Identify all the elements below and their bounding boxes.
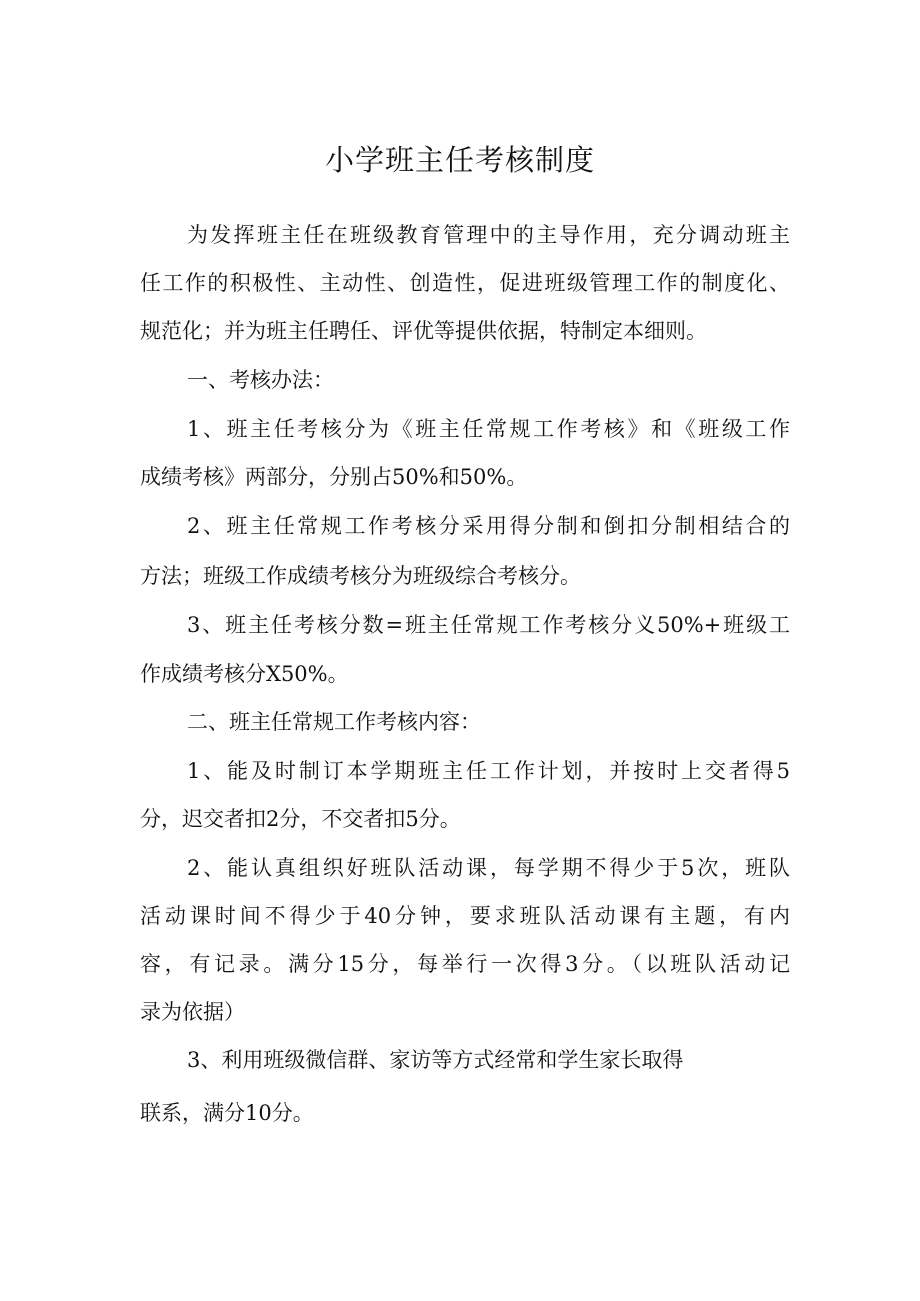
paragraph-line: 作成绩考核分X50%。 bbox=[140, 662, 349, 686]
paragraph-line: 2、能认真组织好班队活动课，每学期不得少于5次，班队 bbox=[187, 856, 790, 880]
paragraph-line: 1、班主任考核分为《班主任常规工作考核》和《班级工作 bbox=[187, 417, 790, 441]
paragraph-line: 成绩考核》两部分，分别占50%和50%。 bbox=[140, 465, 528, 489]
paragraph-line: 3、班主任考核分数=班主任常规工作考核分义50%+班级工 bbox=[187, 613, 790, 637]
paragraph-line: 录为依据） bbox=[140, 1000, 245, 1024]
paragraph-line: 3、利用班级微信群、家访等方式经常和学生家长取得 bbox=[187, 1048, 684, 1072]
paragraph-line: 为发挥班主任在班级教育管理中的主导作用，充分调动班主 bbox=[187, 223, 790, 247]
document-title: 小学班主任考核制度 bbox=[324, 143, 595, 177]
paragraph-line: 联系，满分10分。 bbox=[140, 1101, 314, 1125]
paragraph-line: 方法；班级工作成绩考核分为班级综合考核分。 bbox=[140, 564, 581, 588]
paragraph-line: 容，有记录。满分15分，每举行一次得3分。（以班队活动记 bbox=[140, 952, 790, 976]
section-heading: 二、班主任常规工作考核内容： bbox=[187, 710, 481, 734]
paragraph-line: 任工作的积极性、主动性、创造性，促进班级管理工作的制度化、 bbox=[140, 271, 790, 295]
paragraph-line: 活动课时间不得少于40分钟，要求班队活动课有主题，有内 bbox=[140, 904, 790, 928]
paragraph-line: 规范化；并为班主任聘任、评优等提供依据，特制定本细则。 bbox=[140, 319, 707, 343]
paragraph-line: 2、班主任常规工作考核分采用得分制和倒扣分制相结合的 bbox=[187, 514, 790, 538]
paragraph-line: 1、能及时制订本学期班主任工作计划，并按时上交者得5 bbox=[187, 759, 790, 783]
paragraph-line: 分，迟交者扣2分，不交者扣5分。 bbox=[140, 807, 461, 831]
section-heading: 一、考核办法： bbox=[187, 368, 334, 392]
